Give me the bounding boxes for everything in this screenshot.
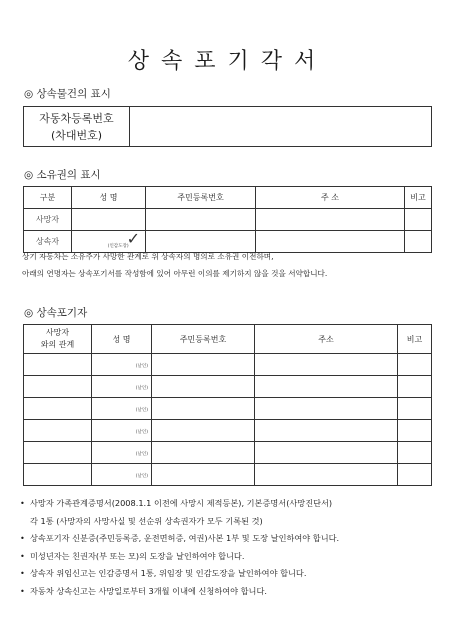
vehicle-number-label <box>24 107 130 147</box>
note-text: 각 1통 (사망자의 사망사실 및 선순위 상속권자가 모두 기록된 것) <box>30 515 263 526</box>
header-name: 성 명 <box>72 187 146 209</box>
note-item <box>20 531 450 547</box>
bullet-icon: • <box>20 550 25 561</box>
renouncer-row-2-id[interactable] <box>152 376 255 398</box>
header-renouncer-name: 성 명 <box>92 325 152 354</box>
renouncer-row-4-id[interactable] <box>152 420 255 442</box>
renouncer-row-2-address[interactable] <box>255 376 398 398</box>
header-id-number: 주민등록번호 <box>146 187 256 209</box>
renouncer-row-3-id[interactable] <box>152 398 255 420</box>
renouncer-row-6-remarks[interactable] <box>398 464 432 486</box>
renouncer-row-6-name[interactable] <box>92 464 152 486</box>
header-renouncer-id: 주민등록번호 <box>152 325 255 354</box>
deceased-name-cell[interactable] <box>72 209 146 231</box>
note-text: 사망자 가족관계증명서(2008.1.1 이전에 사망시 제적등본), 기본증명서(사망진단서) <box>30 498 333 508</box>
note-item <box>20 496 450 512</box>
statement-line-1: 상기 자동차는 소유주가 사망한 관계로 위 상속자의 명의로 소유권 이전하며, <box>22 252 274 261</box>
renouncer-row-6-address[interactable] <box>255 464 398 486</box>
seal-placeholder: (날인) <box>135 474 148 479</box>
seal-placeholder: (날인) <box>135 364 148 369</box>
bullet-icon: • <box>20 568 25 578</box>
section-heading-ownership: ◎ 소유권의 표시 <box>24 169 101 181</box>
renouncer-row-3-name[interactable] <box>92 398 152 420</box>
renouncer-row-1-name[interactable] <box>92 354 152 376</box>
renouncer-row-1-address[interactable] <box>255 354 398 376</box>
renouncer-row-5-id[interactable] <box>152 442 255 464</box>
renouncer-row-5-address[interactable] <box>255 442 398 464</box>
renouncer-row-4-relation[interactable] <box>24 420 92 442</box>
section-heading-property: ◎ 상속물건의 표시 <box>24 88 111 100</box>
renouncer-row-3-remarks[interactable] <box>398 398 432 420</box>
renouncer-row-6-relation[interactable] <box>24 464 92 486</box>
vehicle-number-label-line2: (차대번호) <box>50 128 103 142</box>
renouncer-row-4-address[interactable] <box>255 420 398 442</box>
renouncer-row-4-remarks[interactable] <box>398 420 432 442</box>
renouncer-row-5-relation[interactable] <box>24 442 92 464</box>
seal-placeholder: (날인) <box>135 408 148 413</box>
note-item <box>20 566 450 582</box>
notes-list <box>20 496 450 599</box>
renouncer-row-2-remarks[interactable] <box>398 376 432 398</box>
note-text: 미성년자는 친권자(부 또는 모)의 도장을 날인하여야 합니다. <box>30 550 245 561</box>
header-remarks: 비고 <box>405 187 432 209</box>
deceased-id-cell[interactable] <box>146 209 256 231</box>
row-deceased-label: 사망자 <box>24 209 72 231</box>
note-text: 상속포기자 신분증(주민등록증, 운전면허증, 여권)사본 1부 및 도장 날인하여야 합니다. <box>30 533 340 543</box>
renouncer-row-2-name[interactable] <box>92 376 152 398</box>
statement-line-2: 아래의 연명자는 상속포기서를 작성함에 있어 아무런 이의를 제기하지 않을 것을 서약합니다. <box>22 269 328 278</box>
vehicle-number-label-line1: 자동차등록번호 <box>39 111 114 125</box>
note-item <box>20 514 450 530</box>
header-renouncer-address: 주소 <box>255 325 398 354</box>
renouncer-row-5-remarks[interactable] <box>398 442 432 464</box>
bullet-icon: • <box>20 585 25 596</box>
renouncer-row-3-address[interactable] <box>255 398 398 420</box>
renouncer-row-1-id[interactable] <box>152 354 255 376</box>
page-title: 상속포기각서 <box>127 49 328 74</box>
section-heading-renouncers: ◎ 상속포기자 <box>24 307 88 319</box>
bullet-icon: • <box>20 533 25 543</box>
note-item <box>20 549 450 565</box>
row-heir-label: 상속자 <box>24 231 72 253</box>
note-text: 상속자 위임신고는 인감증명서 1통, 위임장 및 인감도장을 날인하여야 합니다. <box>30 568 307 578</box>
header-address: 주 소 <box>256 187 405 209</box>
seal-placeholder: (인감도장) <box>107 244 129 249</box>
header-relationship-line2: 와의 관계 <box>40 340 75 349</box>
header-relationship <box>24 325 92 354</box>
vehicle-number-value[interactable] <box>130 107 432 147</box>
check-mark-icon: ✓ <box>126 229 140 248</box>
renouncer-row-1-relation[interactable] <box>24 354 92 376</box>
header-renouncer-remarks: 비고 <box>398 325 432 354</box>
header-relationship-line1: 사망자 <box>45 328 70 337</box>
deceased-remarks-cell[interactable] <box>405 209 432 231</box>
deceased-address-cell[interactable] <box>256 209 405 231</box>
note-item <box>20 584 450 600</box>
ownership-table <box>23 186 432 253</box>
renouncer-row-5-name[interactable] <box>92 442 152 464</box>
property-table <box>23 106 432 147</box>
renouncer-row-3-relation[interactable] <box>24 398 92 420</box>
seal-placeholder: (날인) <box>135 386 148 391</box>
header-category: 구분 <box>24 187 72 209</box>
note-text: 자동차 상속신고는 사망일로부터 3개월 이내에 신청하여야 합니다. <box>30 585 267 596</box>
seal-placeholder: (날인) <box>135 430 148 435</box>
renouncer-row-4-name[interactable] <box>92 420 152 442</box>
renouncer-row-6-id[interactable] <box>152 464 255 486</box>
renouncers-table <box>23 324 432 486</box>
renouncer-row-1-remarks[interactable] <box>398 354 432 376</box>
renouncer-row-2-relation[interactable] <box>24 376 92 398</box>
statement-paragraph <box>22 249 442 281</box>
seal-placeholder: (날인) <box>135 452 148 457</box>
bullet-icon: • <box>20 498 25 508</box>
